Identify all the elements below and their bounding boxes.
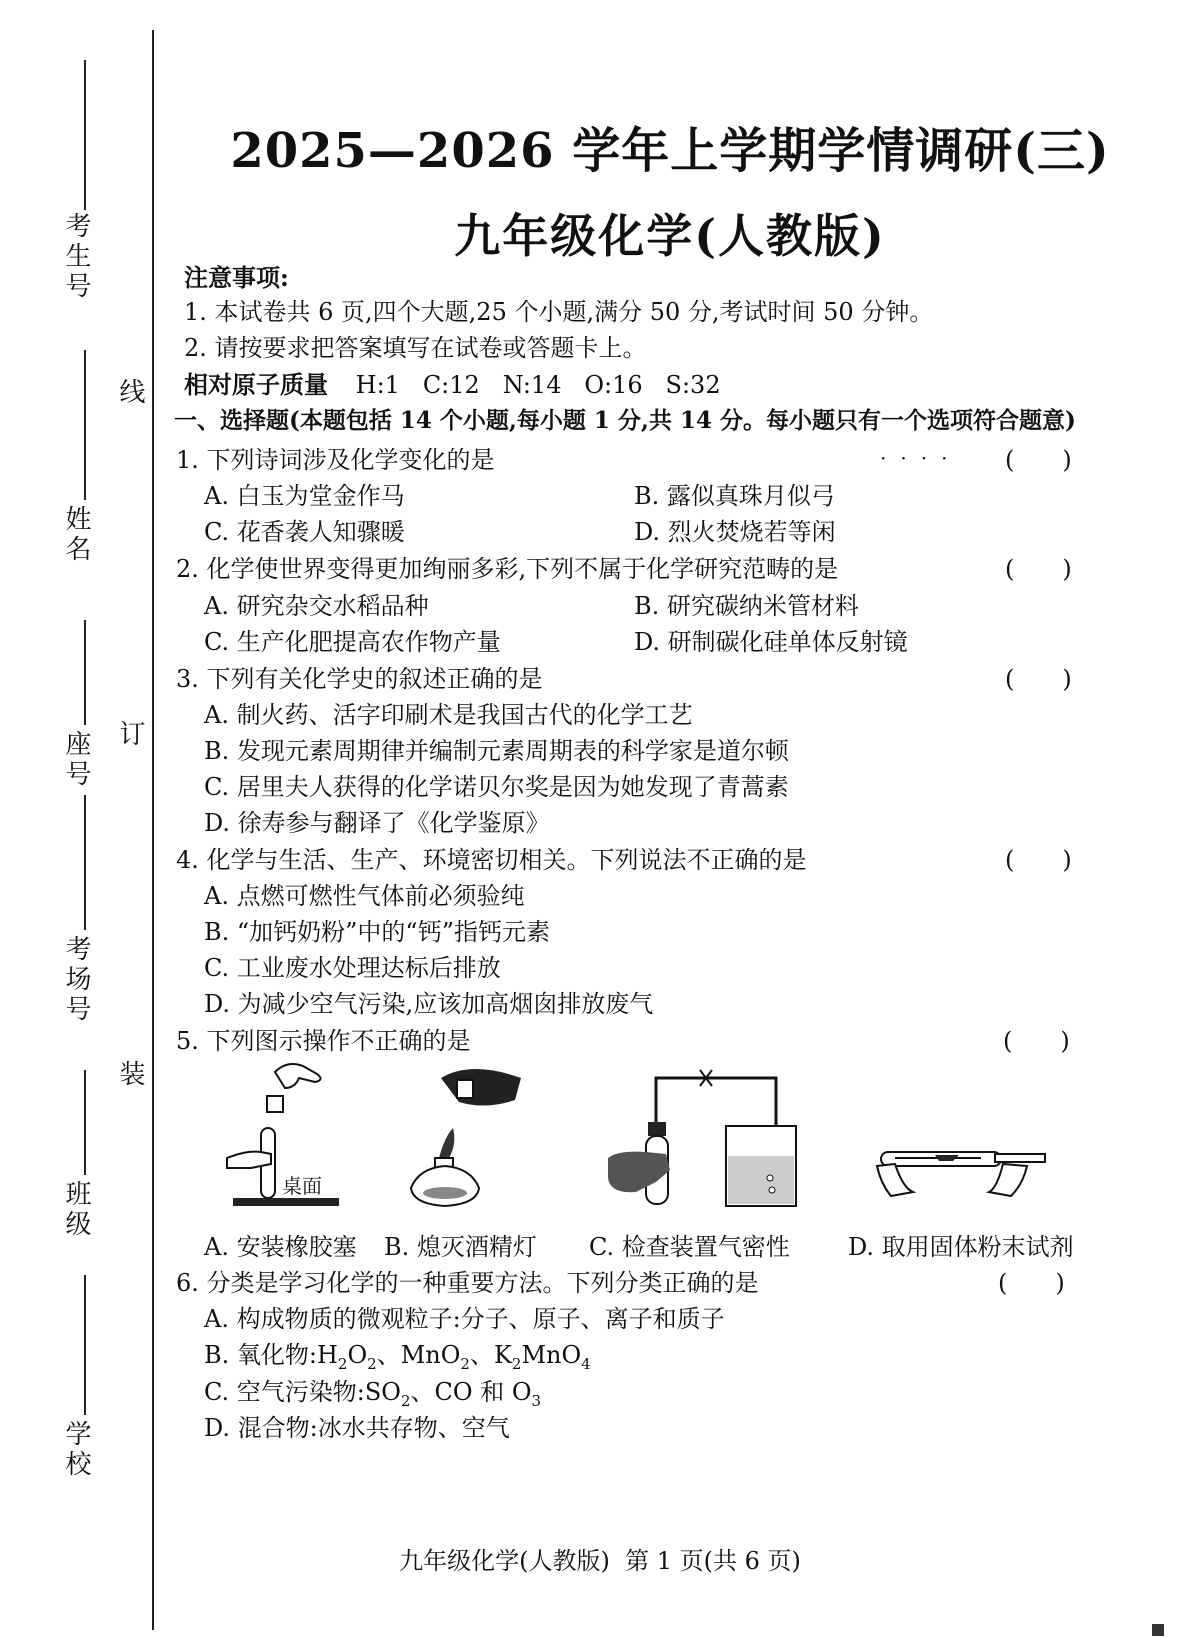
q4-option-c: C. 工业废水处理达标后排放: [204, 954, 501, 982]
formula-text: H: [316, 1341, 338, 1369]
section1-heading: [174, 402, 1076, 435]
formula-subscript: 2: [367, 1354, 377, 1373]
figure-a-desk-label: 桌面: [282, 1174, 322, 1198]
cut-mark-xian: 线: [115, 378, 145, 404]
q4-option-d: D. 为减少空气污染,应该加高烟囱排放废气: [204, 990, 654, 1018]
atomic-mass-row: [184, 365, 721, 400]
q6-answer-paren[interactable]: ( ): [998, 1269, 1065, 1297]
cut-mark-ding: 订: [115, 720, 145, 746]
q6-option-a: A. 构成物质的微观粒子:分子、原子、离子和质子: [204, 1305, 725, 1333]
q2-option-d: D. 研制碳化硅单体反射镜: [634, 628, 908, 656]
field-line-exam-room: [84, 795, 86, 930]
formula-subscript: 4: [581, 1354, 591, 1373]
q3-option-a: A. 制火药、活字印刷术是我国古代的化学工艺: [204, 701, 693, 729]
q6-option-b: [204, 1335, 591, 1373]
formula-text: 、CO 和 O: [410, 1378, 532, 1406]
q4-answer-paren[interactable]: ( ): [1005, 846, 1072, 874]
q6-option-c-label: C. 空气污染物:: [204, 1378, 365, 1406]
atomic-mass-values: H:1 C:12 N:14 O:16 S:32: [355, 371, 721, 399]
q2-answer-paren[interactable]: ( ): [1005, 555, 1072, 583]
exam-subtitle: 九年级化学(人教版): [454, 209, 886, 263]
q2-stem: 2. 化学使世界变得更加绚丽多彩,下列不属于化学研究范畴的是: [176, 555, 839, 583]
field-label-exam-room: 考场号: [61, 935, 91, 1025]
formula-subscript: 3: [531, 1391, 542, 1410]
field-line-school: [84, 1275, 86, 1415]
q1-answer-paren[interactable]: ( ): [1005, 446, 1072, 474]
q6-option-c: [204, 1372, 541, 1410]
q4-stem: 4. 化学与生活、生产、环境密切相关。下列说法不正确的是: [176, 846, 807, 874]
q2-option-b: B. 研究碳纳米管材料: [634, 592, 859, 620]
q2-option-c: C. 生产化肥提高农作物产量: [204, 628, 501, 656]
formula-text: 、MnO: [376, 1341, 461, 1369]
note-item-2: 2. 请按要求把答案填写在试卷或答题卡上。: [184, 334, 647, 362]
q3-stem: 3. 下列有关化学史的叙述正确的是: [176, 665, 543, 693]
field-label-school: 学校: [61, 1420, 91, 1480]
formula-text: O: [347, 1341, 368, 1369]
formula-subscript: 2: [460, 1354, 470, 1373]
q1-option-b: B. 露似真珠月似弓: [634, 482, 835, 510]
q3-option-d: D. 徐寿参与翻译了《化学鉴原》: [204, 809, 550, 837]
q6-option-d: D. 混合物:冰水共存物、空气: [204, 1414, 510, 1442]
q5-option-b: B. 熄灭酒精灯: [384, 1233, 537, 1261]
q4-option-a: A. 点燃可燃性气体前必须验纯: [204, 882, 525, 910]
q5-option-d: D. 取用固体粉末试剂: [848, 1233, 1074, 1261]
section1-heading-part-a: 一、选择题(本题包括 14 个小题,每小题 1 分,共 14 分。每小题: [174, 407, 835, 434]
q3-option-c: C. 居里夫人获得的化学诺贝尔奖是因为她发现了青蒿素: [204, 773, 789, 801]
q6-option-b-label: B. 氧化物:: [204, 1341, 317, 1369]
emphasis-dots: ····: [880, 446, 962, 470]
figure-d-solid-powder-icon: [875, 1130, 1055, 1220]
field-line-name: [84, 350, 86, 500]
section1-heading-emphasis: 只有一个: [834, 407, 927, 434]
field-line-class: [84, 1070, 86, 1175]
q2-option-a: A. 研究杂交水稻品种: [204, 592, 429, 620]
qr-code-icon: [1152, 1624, 1164, 1636]
q1-stem: 1. 下列诗词涉及化学变化的是: [176, 446, 495, 474]
cut-mark-zhuang: 装: [115, 1060, 145, 1086]
field-label-exam-number: 考生号: [61, 212, 91, 302]
q5-option-c: C. 检查装置气密性: [589, 1233, 790, 1261]
field-line-seat: [84, 620, 86, 725]
q3-option-b: B. 发现元素周期律并编制元素周期表的科学家是道尔顿: [204, 737, 789, 765]
field-label-seat: 座号: [61, 730, 91, 790]
formula-subscript: 2: [511, 1354, 522, 1373]
formula-text: 、K: [469, 1341, 512, 1369]
exam-title: 2025—2026 学年上学期学情调研(三): [230, 123, 1110, 179]
formula-text: SO: [364, 1378, 401, 1406]
q1-option-c: C. 花香袭人知骤暖: [204, 518, 405, 546]
q5-stem: 5. 下列图示操作不正确的是: [176, 1027, 471, 1055]
figure-c-airtight-check-icon: [600, 1058, 810, 1218]
q5-option-a: A. 安装橡胶塞: [204, 1233, 357, 1261]
q1-option-a: A. 白玉为堂金作马: [204, 482, 405, 510]
binding-line: [152, 30, 154, 1630]
atomic-mass-label: 相对原子质量: [184, 370, 328, 399]
q6-stem: 6. 分类是学习化学的一种重要方法。下列分类正确的是: [176, 1269, 759, 1297]
formula-subscript: 2: [400, 1391, 411, 1410]
q3-answer-paren[interactable]: ( ): [1005, 665, 1072, 693]
field-label-name: 姓名: [61, 505, 91, 565]
field-label-class: 班级: [61, 1180, 91, 1240]
q5-answer-paren[interactable]: ( ): [1003, 1027, 1070, 1055]
section1-heading-part-b: 选项符合题意): [926, 407, 1076, 434]
q4-option-b: B. “加钙奶粉”中的“钙”指钙元素: [204, 918, 550, 946]
note-item-1: 1. 本试卷共 6 页,四个大题,25 个小题,满分 50 分,考试时间 50 分钟。: [184, 298, 934, 326]
notes-heading: 注意事项:: [184, 263, 289, 292]
formula-text: MnO: [521, 1341, 582, 1369]
q1-option-d: D. 烈火焚烧若等闲: [634, 518, 836, 546]
figure-b-blow-out-lamp-icon: [405, 1058, 530, 1218]
page-footer: 九年级化学(人教版) 第 1 页(共 6 页): [399, 1547, 801, 1575]
formula-subscript: 2: [337, 1354, 348, 1373]
field-line-exam-number: [84, 60, 86, 210]
